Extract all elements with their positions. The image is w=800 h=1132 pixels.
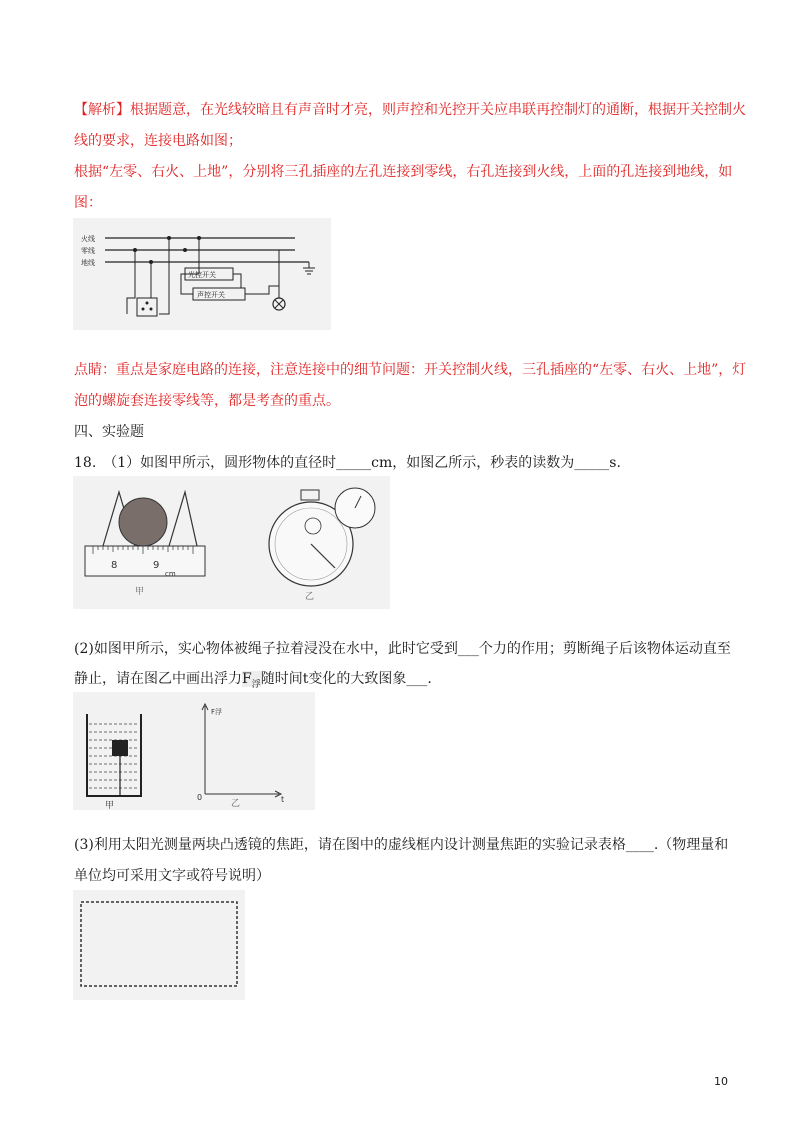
ruler-unit: cm [165,570,176,578]
dashed-frame [73,890,245,1000]
page-number: 10 [714,1075,728,1088]
neutral-wire-label: 零线 [81,247,95,255]
light-switch-label: 光控开关 [188,271,216,279]
analysis-tag: 【解析】 [74,102,130,118]
buoyancy-figure [73,692,315,810]
fig1-label-yi: 乙 [305,592,315,602]
q18-part2-line1: (2)如图甲所示，实心物体被绳子拉着浸没在水中，此时它受到___个力的作用；剪断绳子后该物体运动直至 [74,641,731,657]
analysis-line-1 [74,100,746,120]
ruler [85,546,205,576]
analysis-text-1: 根据题意，在光线较暗且有声音时才亮，则声控和光控开关应串联再控制灯的通断，根据开关控制火 [130,102,746,118]
measurement-figure [73,476,390,609]
analysis-line-4: 图： [74,195,102,211]
buoyancy-symbol-sub: 浮 [251,679,261,690]
circuit-diagram [73,218,331,330]
sound-switch-label: 声控开关 [197,291,225,299]
ruler-mark-9: 9 [153,560,160,571]
analysis-line-2: 线的要求，连接电路如图； [74,133,242,149]
note-line-1: 点睛：重点是家庭电路的连接，注意连接中的细节问题：开关控制火线，三孔插座的“左零、右火、上地”，灯 [74,362,747,378]
fig1-label-jia: 甲 [135,587,145,597]
set-square-right [169,492,197,546]
circuit-diagram-figure [73,218,331,330]
socket-icon [137,298,157,316]
q18-part3-line1: (3)利用太阳光测量两块凸透镜的焦距，请在图中的虚线框内设计测量焦距的实验记录表格____.（物理量和 [74,837,729,853]
table-design-figure [73,890,245,1000]
ruler-mark-8: 8 [111,560,118,571]
q18-part1: 18. （1）如图甲所示，圆形物体的直径时_____cm，如图乙所示，秒表的读数为_____s. [74,455,621,471]
ground-wire-label: 地线 [81,259,95,267]
stopwatch-crown [301,490,319,500]
round-object [119,498,167,546]
q18-part2-text-b: 随时间t变化的大致图象___. [260,671,432,687]
buoyancy-symbol [242,671,261,690]
q18-part2-text-a: 静止，请在图乙中画出浮力 [74,671,242,687]
dashed-box [81,902,237,986]
q18-part3-line2: 单位均可采用文字或符号说明） [74,868,270,884]
section-title: 四、实验题 [74,424,144,440]
beaker-graph-diagram [73,692,315,810]
ruler-stopwatch-diagram [73,476,390,609]
fig2-label-yi: 乙 [231,799,241,809]
solid-block [112,740,128,756]
analysis-line-3: 根据“左零、右火、上地”，分别将三孔插座的左孔连接到零线，右孔连接到火线，上面的孔连接到地线，如 [74,164,733,180]
fig2-label-jia: 甲 [105,801,115,810]
graph-y-label: F浮 [211,708,223,716]
note-line-2: 泡的螺旋套连接零线等，都是考查的重点。 [74,393,340,409]
graph-x-label: t [281,795,285,804]
live-wire-label: 火线 [81,235,95,243]
buoyancy-symbol-f: F [242,671,252,687]
graph-origin: 0 [197,793,203,802]
q18-part2-line2 [74,669,734,695]
